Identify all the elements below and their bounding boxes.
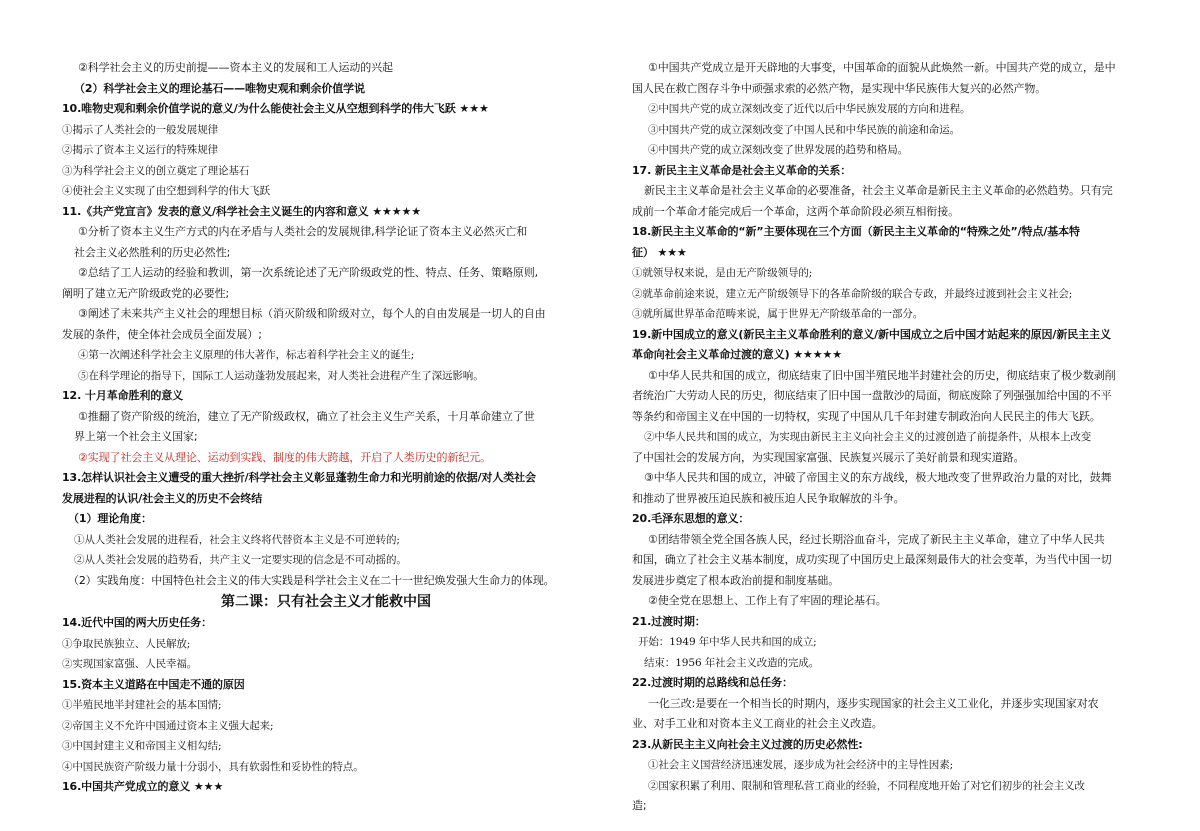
text-line: 社会主义必然胜利的历史必然性; bbox=[74, 245, 231, 259]
text-line: ②使全党在思想上、工作上有了牢固的理论基石。 bbox=[648, 594, 887, 607]
text-line: ②揭示了资本主义运行的特殊规律 bbox=[62, 144, 218, 156]
question-heading: 14.近代中国的两大历史任务： bbox=[62, 616, 212, 629]
text-line: ②中华人民共和国的成立，为实现由新民主主义向社会主义的过渡创造了前提条件，从根本上改变 bbox=[644, 431, 1092, 443]
text-line: ⑤在科学理论的指导下，国际工人运动蓬勃发展起来，对人类社会进程产生了深远影响。 bbox=[78, 369, 484, 382]
question-heading: 13.怎样认识社会主义遭受的重大挫折/科学社会主义彰显蓬勃生命力和光明前途的依据/对人类社会 bbox=[62, 471, 536, 484]
question-heading: （2）实践角度：中国特色社会主义的伟大实践是科学社会主义在二十一世纪焕发强大生命力的体现。 bbox=[68, 573, 555, 587]
question-heading: 21.过渡时期： bbox=[632, 614, 706, 628]
question-heading: 18.新民主主义革命的“新”主要体现在三个方面（新民主主义革命的“特殊之处”/特点/基本特 bbox=[632, 225, 1080, 238]
question-heading: 22.过渡时期的总路线和总任务： bbox=[632, 676, 793, 689]
text-line: 界上第一个社会主义国家; bbox=[74, 430, 198, 443]
question-heading: 15.资本主义道路在中国走不通的原因 bbox=[62, 677, 245, 691]
text-line: ①社会主义国营经济迅速发展，逐步成为社会经济中的主导性因素; bbox=[648, 759, 954, 771]
text-line: 结束：1956 年社会主义改造的完成。 bbox=[644, 656, 820, 669]
text-line: ①推翻了资产阶级的统治，建立了无产阶级政权，确立了社会主义生产关系，十月革命建立了世 bbox=[78, 409, 535, 423]
text-line: ④中国共产党的成立深刻改变了世界发展的趋势和格局。 bbox=[648, 144, 908, 156]
text-line: 成前一个革命才能完成后一个革命，这两个革命阶段必须互相衔接。 bbox=[632, 204, 959, 218]
text-line: 阐明了建立无产阶级政党的必要性; bbox=[62, 286, 230, 300]
text-line: 造; bbox=[632, 799, 647, 812]
text-line: ③中国封建主义和帝国主义相勾结; bbox=[62, 740, 222, 752]
text-line: ③中国共产党的成立深刻改变了中国人民和中华民族的前途和命运。 bbox=[648, 123, 960, 136]
text-line: ①中国共产党成立是开天辟地的大事变，中国革命的面貌从此焕然一新。中国共产党的成立，是中 bbox=[648, 61, 1116, 74]
text-line: ①分析了资本主义生产方式的内在矛盾与人类社会的发展规律,科学论证了资本主义必然灭亡和 bbox=[78, 225, 528, 238]
question-heading: 10.唯物史观和剩余价值学说的意义/为什么能使社会主义从空想到科学的伟大飞跃 ★★★ bbox=[62, 102, 489, 115]
text-line: ②总结了工人运动的经验和教训，第一次系统论述了无产阶级政党的性、特点、任务、策略原则, bbox=[78, 266, 539, 279]
text-line: ④中国民族资产阶级力量十分弱小，具有软弱性和妥协性的特点。 bbox=[62, 760, 364, 773]
text-line: 新民主主义革命是社会主义革命的必要准备，社会主义革命是新民主主义革命的必然趋势。只有完 bbox=[644, 184, 1113, 197]
question-heading: （1）理论角度： bbox=[68, 512, 152, 525]
question-heading: 23.从新民主主义向社会主义过渡的历史必然性: bbox=[632, 737, 863, 751]
text-line: ②国家积累了利用、限制和管理私营工商业的经验，不同程度地开始了对它们初步的社会主义改 bbox=[648, 779, 1085, 792]
text-line: ①争取民族独立、人民解放; bbox=[62, 637, 191, 650]
text-line: 发展进步奠定了根本政治前提和制度基础。 bbox=[632, 573, 840, 587]
question-heading: 11.《共产党宣言》发表的意义/科学社会主义诞生的内容和意义 ★★★★★ bbox=[62, 204, 422, 218]
left-column bbox=[62, 58, 590, 798]
question-heading: 12. 十月革命胜利的意义 bbox=[62, 389, 184, 402]
text-line: ②帝国主义不允许中国通过资本主义强大起来; bbox=[62, 719, 274, 732]
text-line: ②中国共产党的成立深刻改变了近代以后中华民族发展的方向和进程。 bbox=[648, 103, 971, 115]
text-line: ②实现了社会主义从理论、运动到实践、制度的伟大跨越，开启了人类历史的新纪元。 bbox=[78, 450, 492, 464]
text-line: ②科学社会主义的历史前提——资本主义的发展和工人运动的兴起 bbox=[78, 61, 393, 74]
text-line: ④使社会主义实现了由空想到科学的伟大飞跃 bbox=[62, 185, 270, 197]
text-line: ④第一次阐述科学社会主义原理的伟大著作，标志着科学社会主义的诞生; bbox=[78, 349, 415, 361]
text-line: 发展的条件，使全体社会成员全面发展）; bbox=[62, 327, 262, 341]
text-line: ①从人类社会发展的进程看，社会主义终将代替资本主义是不可逆转的; bbox=[74, 533, 400, 546]
question-heading: 革命向社会主义革命过渡的意义) ★★★★★ bbox=[632, 348, 843, 361]
question-heading: 20.毛泽东思想的意义： bbox=[632, 512, 750, 525]
question-heading: （2）科学社会主义的理论基石——唯物史观和剩余价值学说 bbox=[74, 81, 365, 95]
text-line: 和国，确立了社会主义基本制度，成功实现了中国历史上最深刻最伟大的社会变革，为当代中国一切 bbox=[632, 553, 1112, 566]
question-heading: 征） ★★★ bbox=[632, 245, 687, 259]
text-line: 等条约和帝国主义在中国的一切特权，实现了中国从几千年封建专制政治向人民民主的伟大飞跃。 bbox=[632, 409, 1101, 423]
text-line: ②实现国家富强、人民幸福。 bbox=[62, 658, 198, 670]
text-line: 了中国社会的发展方向，为实现国家富强、民族复兴展示了美好前景和现实道路。 bbox=[632, 450, 1025, 464]
text-line: 一化三改:是要在一个相当长的时期内，逐步实现国家的社会主义工业化，并逐步实现国家对农 bbox=[648, 696, 1099, 710]
text-line: ②从人类社会发展的趋势看，共产主义一定要实现的信念是不可动摇的。 bbox=[74, 554, 407, 566]
text-line: 国人民在救亡图存斗争中顽强求索的必然产物，是实现中华民族伟大复兴的必然产物。 bbox=[632, 81, 1047, 95]
text-line: ③就所属世界革命范畴来说，属于世界无产阶级革命的一部分。 bbox=[632, 308, 924, 320]
text-line: ①就领导权来说，是由无产阶级领导的; bbox=[632, 267, 813, 279]
text-line: 业、对手工业和对资本主义工商业的社会主义改造。 bbox=[632, 717, 883, 730]
text-line: ②就革命前途来说，建立无产阶级领导下的各革命阶级的联合专政，并最终过渡到社会主义社会; bbox=[632, 287, 1073, 300]
text-line: 者统治广大劳动人民的历史，彻底结束了旧中国一盘散沙的局面，彻底废除了列强强加给中国的不平 bbox=[632, 389, 1112, 402]
question-heading: 16.中国共产党成立的意义 ★★★ bbox=[62, 780, 224, 793]
text-line: ①中华人民共和国的成立，彻底结束了旧中国半殖民地半封建社会的历史，彻底结束了极少数剥削 bbox=[648, 368, 1116, 382]
text-line: ①团结带领全党全国各族人民，经过长期浴血奋斗，完成了新民主主义革命，建立了中华人民共 bbox=[648, 532, 1105, 546]
right-column bbox=[632, 58, 1144, 817]
text-line: ③为科学社会主义的创立奠定了理论基石 bbox=[62, 164, 250, 177]
text-line: 开始：1949 年中华人民共和国的成立; bbox=[638, 636, 817, 648]
question-heading: 19.新中国成立的意义(新民主主义革命胜利的意义/新中国成立之后中国才站起来的原因/新民主主义 bbox=[632, 327, 1111, 341]
text-line: ①半殖民地半封建社会的基本国情; bbox=[62, 699, 222, 711]
text-line: ③阐述了未来共产主义社会的理想目标（消灭阶级和阶级对立，每个人的自由发展是一切人的自由 bbox=[78, 307, 546, 320]
text-line: ③中华人民共和国的成立，冲破了帝国主义的东方战线，极大地改变了世界政治力量的对比，鼓舞 bbox=[644, 471, 1112, 484]
text-line: 和推动了世界被压迫民族和被压迫人民争取解放的斗争。 bbox=[632, 491, 905, 505]
lesson-title: 第二课：只有社会主义才能救中国 bbox=[221, 594, 431, 610]
question-heading: 发展进程的认识/社会主义的历史不会终结 bbox=[62, 491, 263, 505]
question-heading: 17. 新民主主义革命是社会主义革命的关系： bbox=[632, 163, 852, 177]
text-line: ①揭示了人类社会的一般发展规律 bbox=[62, 123, 218, 136]
